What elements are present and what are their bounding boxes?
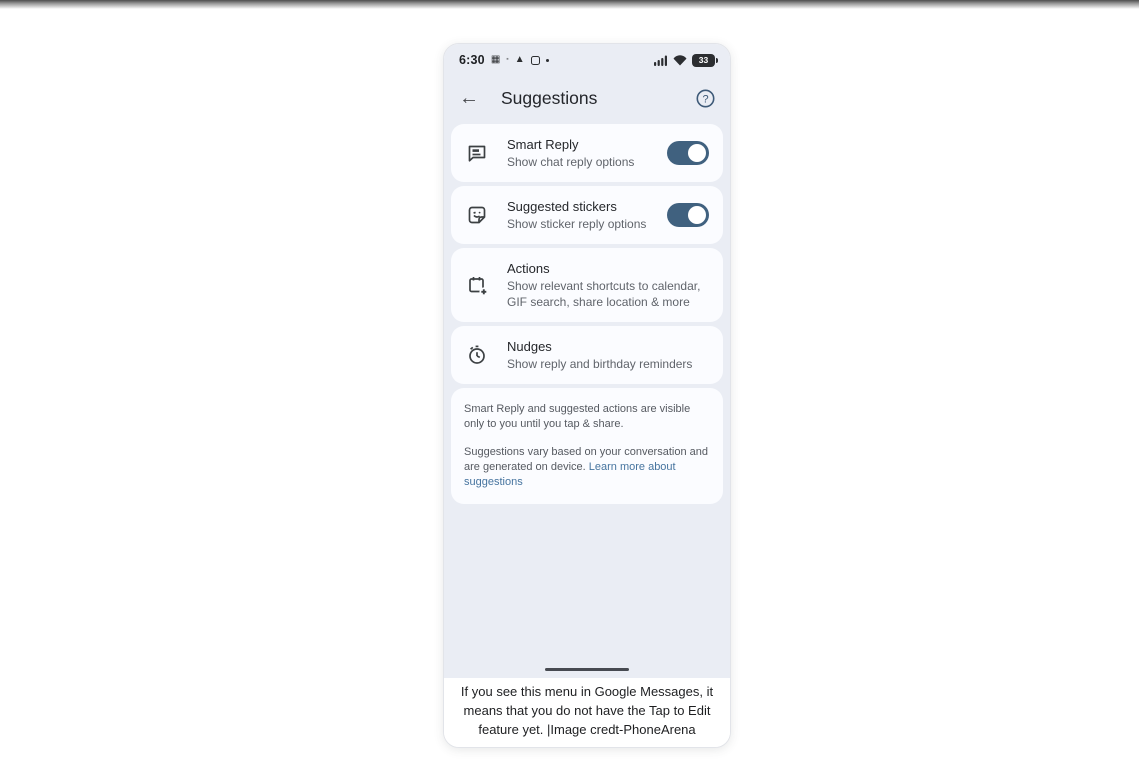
signal-icon	[654, 55, 668, 66]
alarm-clock-icon	[465, 343, 489, 367]
setting-row-actions[interactable]	[451, 248, 723, 322]
status-bar-left	[459, 53, 549, 67]
dot-icon	[546, 59, 549, 62]
info-paragraph-2-text: Suggestions vary based on your conversation and are generated on device.	[464, 446, 708, 473]
messages-settings-screen	[444, 44, 730, 678]
smart-reply-toggle[interactable]	[667, 141, 709, 165]
setting-title: Nudges	[507, 339, 552, 354]
page-title: Suggestions	[501, 87, 598, 108]
warning-triangle-icon: ▲	[514, 54, 525, 65]
wifi-icon	[673, 55, 687, 66]
settings-list	[444, 124, 730, 504]
calendar-add-icon	[465, 273, 489, 297]
status-bar	[444, 44, 730, 68]
setting-text	[507, 136, 657, 170]
smart-reply-chat-icon	[465, 141, 489, 165]
clock-time: 6:30	[459, 53, 485, 67]
grid-app-icon: ▦	[490, 54, 501, 65]
back-button[interactable]: ←	[459, 87, 479, 109]
battery-percent: 33	[698, 55, 709, 65]
toggle-thumb	[688, 144, 706, 162]
setting-text	[507, 260, 709, 310]
battery-icon	[692, 54, 715, 67]
info-paragraph-1: Smart Reply and suggested actions are visible only to you until you tap & share.	[464, 403, 691, 430]
setting-subtitle: Show reply and birthday reminders	[507, 357, 693, 371]
image-caption: If you see this menu in Google Messages, it means that you do not have the Tap to Edit feature yet. |Image credt-PhoneArena	[460, 684, 714, 737]
suggested-stickers-toggle[interactable]	[667, 203, 709, 227]
setting-subtitle: Show chat reply options	[507, 155, 635, 169]
status-bar-right	[654, 54, 715, 67]
setting-title: Smart Reply	[507, 137, 579, 152]
small-notification-icon: ▪	[506, 56, 509, 63]
setting-subtitle: Show relevant shortcuts to calendar, GIF search, share location & more	[507, 279, 701, 309]
caption-area	[444, 678, 730, 747]
setting-row-suggested-stickers[interactable]	[451, 186, 723, 244]
learn-more-link[interactable]: Learn more about suggestions	[464, 461, 676, 488]
phone-screenshot-card	[443, 43, 731, 748]
setting-row-nudges[interactable]	[451, 326, 723, 384]
setting-row-smart-reply[interactable]	[451, 124, 723, 182]
setting-text	[507, 198, 657, 232]
setting-title: Suggested stickers	[507, 199, 617, 214]
help-button[interactable]	[696, 89, 715, 108]
help-icon	[696, 89, 715, 108]
info-card	[451, 388, 723, 504]
gesture-navigation-handle[interactable]	[545, 668, 629, 672]
setting-subtitle: Show sticker reply options	[507, 217, 647, 231]
info-paragraph-2	[464, 445, 710, 490]
screen-spacer	[444, 504, 730, 668]
setting-text	[507, 338, 709, 372]
svg-text:?: ?	[702, 92, 709, 105]
app-header	[459, 85, 715, 111]
sticker-icon	[465, 203, 489, 227]
outline-square-icon	[531, 56, 540, 65]
toggle-thumb	[688, 206, 706, 224]
setting-title: Actions	[507, 261, 550, 276]
top-gradient-bar	[0, 0, 1139, 9]
